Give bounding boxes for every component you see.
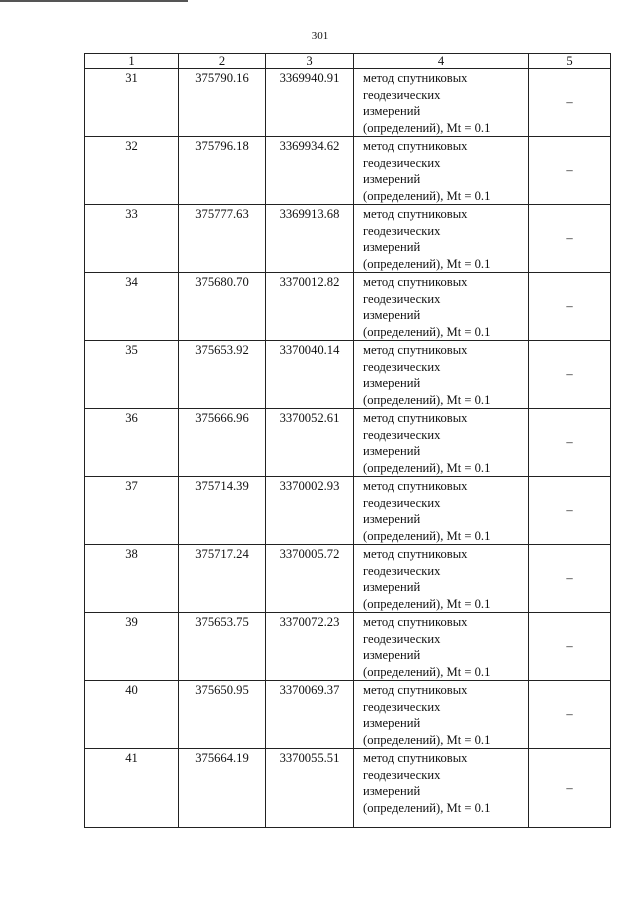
y-coordinate-cell [266, 137, 354, 205]
point-number-cell [85, 205, 179, 273]
y-coordinate-cell [266, 409, 354, 477]
point-number-cell-text: 38 [125, 547, 138, 561]
x-coordinate-cell [179, 273, 266, 341]
point-number-cell-text: 36 [125, 411, 138, 425]
method-cell [354, 749, 529, 828]
method-cell-text: метод спутниковых геодезических измерений (определений), Mt = 0.1 [363, 71, 491, 135]
y-coordinate-cell-text: 3369940.91 [279, 71, 340, 85]
note-cell [529, 409, 611, 477]
y-coordinate-cell-text: 3370012.82 [279, 275, 340, 289]
method-cell [354, 205, 529, 273]
point-number-cell-text: 37 [125, 479, 138, 493]
note-cell [529, 545, 611, 613]
x-coordinate-cell [179, 341, 266, 409]
note-cell-text: – [566, 231, 573, 245]
note-cell [529, 477, 611, 545]
note-cell-text: – [566, 299, 573, 313]
top-rule [0, 0, 188, 2]
table-header-row [85, 54, 611, 69]
method-cell-text: метод спутниковых геодезических измерений (определений), Mt = 0.1 [363, 275, 491, 339]
x-coordinate-cell [179, 409, 266, 477]
table-row [85, 749, 611, 828]
y-coordinate-cell [266, 681, 354, 749]
y-coordinate-cell [266, 205, 354, 273]
method-cell [354, 409, 529, 477]
column-header-2: 2 [179, 54, 266, 69]
x-coordinate-cell [179, 205, 266, 273]
table-row [85, 137, 611, 205]
note-cell-text: – [566, 571, 573, 585]
y-coordinate-cell-text: 3370072.23 [279, 615, 340, 629]
note-cell-text: – [566, 707, 573, 721]
method-cell-text: метод спутниковых геодезических измерений (определений), Mt = 0.1 [363, 479, 491, 543]
note-cell [529, 613, 611, 681]
y-coordinate-cell [266, 613, 354, 681]
x-coordinate-cell [179, 681, 266, 749]
point-number-cell [85, 409, 179, 477]
method-cell [354, 69, 529, 137]
x-coordinate-cell-text: 375796.18 [195, 139, 249, 153]
table-row [85, 205, 611, 273]
point-number-cell-text: 34 [125, 275, 138, 289]
point-number-cell-text: 35 [125, 343, 138, 357]
y-coordinate-cell [266, 749, 354, 828]
point-number-cell-text: 39 [125, 615, 138, 629]
point-number-cell [85, 341, 179, 409]
note-cell [529, 681, 611, 749]
x-coordinate-cell-text: 375680.70 [195, 275, 249, 289]
y-coordinate-cell-text: 3370055.51 [279, 751, 340, 765]
y-coordinate-cell-text: 3369913.68 [279, 207, 340, 221]
note-cell-text: – [566, 503, 573, 517]
table-row [85, 69, 611, 137]
point-number-cell-text: 41 [125, 751, 138, 765]
table-row [85, 613, 611, 681]
note-cell [529, 273, 611, 341]
point-number-cell [85, 749, 179, 828]
x-coordinate-cell-text: 375717.24 [195, 547, 249, 561]
method-cell [354, 273, 529, 341]
y-coordinate-cell-text: 3370005.72 [279, 547, 340, 561]
method-cell [354, 545, 529, 613]
point-number-cell [85, 273, 179, 341]
method-cell-text: метод спутниковых геодезических измерений (определений), Mt = 0.1 [363, 683, 491, 747]
x-coordinate-cell-text: 375777.63 [195, 207, 249, 221]
point-number-cell [85, 137, 179, 205]
point-number-cell-text: 31 [125, 71, 138, 85]
x-coordinate-cell-text: 375666.96 [195, 411, 249, 425]
method-cell [354, 613, 529, 681]
point-number-cell-text: 40 [125, 683, 138, 697]
note-cell-text: – [566, 367, 573, 381]
method-cell [354, 477, 529, 545]
method-cell-text: метод спутниковых геодезических измерений (определений), Mt = 0.1 [363, 411, 491, 475]
page-number: 301 [311, 30, 329, 42]
y-coordinate-cell-text: 3370002.93 [279, 479, 340, 493]
note-cell [529, 341, 611, 409]
table-body [85, 69, 611, 828]
note-cell-text: – [566, 163, 573, 177]
note-cell-text: – [566, 780, 573, 795]
note-cell [529, 69, 611, 137]
x-coordinate-cell [179, 613, 266, 681]
column-header-5: 5 [529, 54, 611, 69]
note-cell [529, 205, 611, 273]
point-number-cell [85, 613, 179, 681]
method-cell-text: метод спутниковых геодезических измерений (определений), Mt = 0.1 [363, 751, 491, 815]
table-row [85, 341, 611, 409]
x-coordinate-cell-text: 375653.92 [195, 343, 249, 357]
point-number-cell [85, 69, 179, 137]
y-coordinate-cell-text: 3370040.14 [279, 343, 340, 357]
method-cell [354, 137, 529, 205]
note-cell-text: – [566, 639, 573, 653]
x-coordinate-cell-text: 375664.19 [195, 751, 249, 765]
point-number-cell-text: 32 [125, 139, 138, 153]
point-number-cell [85, 681, 179, 749]
method-cell-text: метод спутниковых геодезических измерений (определений), Mt = 0.1 [363, 207, 491, 271]
method-cell [354, 681, 529, 749]
note-cell [529, 137, 611, 205]
point-number-cell [85, 545, 179, 613]
column-header-1: 1 [85, 54, 179, 69]
y-coordinate-cell [266, 477, 354, 545]
x-coordinate-cell [179, 69, 266, 137]
note-cell-text: – [566, 95, 573, 109]
y-coordinate-cell [266, 273, 354, 341]
x-coordinate-cell [179, 477, 266, 545]
table-row [85, 477, 611, 545]
x-coordinate-cell [179, 749, 266, 828]
method-cell [354, 341, 529, 409]
coordinates-table [84, 53, 611, 828]
table-row [85, 273, 611, 341]
point-number-cell-text: 33 [125, 207, 138, 221]
column-header-4: 4 [354, 54, 529, 69]
table-row [85, 681, 611, 749]
x-coordinate-cell [179, 137, 266, 205]
method-cell-text: метод спутниковых геодезических измерений (определений), Mt = 0.1 [363, 343, 491, 407]
x-coordinate-cell-text: 375653.75 [195, 615, 249, 629]
x-coordinate-cell-text: 375790.16 [195, 71, 249, 85]
x-coordinate-cell [179, 545, 266, 613]
method-cell-text: метод спутниковых геодезических измерений (определений), Mt = 0.1 [363, 615, 491, 679]
x-coordinate-cell-text: 375650.95 [195, 683, 249, 697]
method-cell-text: метод спутниковых геодезических измерений (определений), Mt = 0.1 [363, 139, 491, 203]
x-coordinate-cell-text: 375714.39 [195, 479, 249, 493]
column-header-3: 3 [266, 54, 354, 69]
y-coordinate-cell [266, 341, 354, 409]
table-row [85, 545, 611, 613]
y-coordinate-cell-text: 3370069.37 [279, 683, 340, 697]
y-coordinate-cell [266, 545, 354, 613]
table-row [85, 409, 611, 477]
y-coordinate-cell-text: 3370052.61 [279, 411, 340, 425]
point-number-cell [85, 477, 179, 545]
y-coordinate-cell [266, 69, 354, 137]
note-cell-text: – [566, 435, 573, 449]
method-cell-text: метод спутниковых геодезических измерений (определений), Mt = 0.1 [363, 547, 491, 611]
y-coordinate-cell-text: 3369934.62 [279, 139, 340, 153]
note-cell [529, 749, 611, 828]
